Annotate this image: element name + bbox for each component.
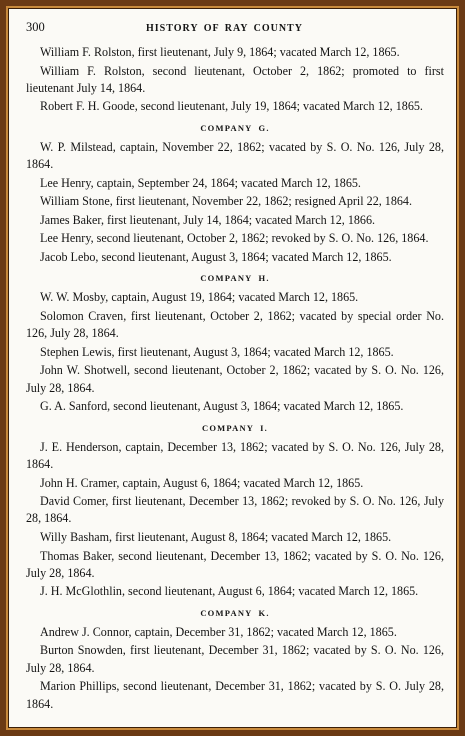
list-item: John W. Shotwell, second lieutenant, October 2, 1862; vacated by S. O. No. 126, July 28, 1864. <box>26 363 444 395</box>
section-heading: COMPANY I. <box>202 422 268 433</box>
list-item: Robert F. H. Goode, second lieutenant, July 19, 1864; vacated March 12, 1865. <box>40 99 423 114</box>
list-item: Lee Henry, second lieutenant, October 2, 1862; revoked by S. O. No. 126, 1864. <box>40 231 429 246</box>
list-item: Thomas Baker, second lieutenant, December 13, 1862; vacated by S. O. No. 126, July 28, 1864. <box>26 548 444 580</box>
running-head: HISTORY OF RAY COUNTY <box>146 23 303 34</box>
list-item: John H. Cramer, captain, August 6, 1864; vacated March 12, 1865. <box>40 475 364 490</box>
list-item: Andrew J. Connor, captain, December 31, 1862; vacated March 12, 1865. <box>40 624 397 639</box>
list-item: Solomon Craven, first lieutenant, October 2, 1862; vacated by special order No. 126, July 28, 1864. <box>26 308 444 341</box>
section-company-i <box>26 420 444 601</box>
list-item: J. H. McGlothlin, second lieutenant, August 6, 1864; vacated March 12, 1865. <box>40 584 419 599</box>
section-continued <box>26 44 444 116</box>
list-item: William Stone, first lieutenant, November 22, 1862; resigned April 22, 1864. <box>40 194 413 209</box>
section-heading: COMPANY G. <box>200 122 270 133</box>
page-header <box>26 19 444 41</box>
list-item: David Comer, first lieutenant, December 13, 1862; revoked by S. O. No. 126, July 28, 1864. <box>26 494 444 526</box>
list-item: W. P. Milstead, captain, November 22, 1862; vacated by S. O. No. 126, July 28, 1864. <box>26 139 444 172</box>
page-number: 300 <box>26 20 45 34</box>
list-item: G. A. Sanford, second lieutenant, August 3, 1864; vacated March 12, 1865. <box>40 399 404 414</box>
list-item: James Baker, first lieutenant, July 14, 1864; vacated March 12, 1866. <box>40 212 376 227</box>
list-item: Stephen Lewis, first lieutenant, August 3, 1864; vacated March 12, 1865. <box>40 344 394 359</box>
list-item: Marion Phillips, second lieutenant, December 31, 1862; vacated by S. O. July 28, 1864. <box>26 679 444 711</box>
list-item: Willy Basham, first lieutenant, August 8, 1864; vacated March 12, 1865. <box>40 529 392 544</box>
book-page <box>26 19 444 714</box>
list-item: Jacob Lebo, second lieutenant, August 3, 1864; vacated March 12, 1865. <box>40 250 392 265</box>
list-item: William F. Rolston, second lieutenant, October 2, 1862; promoted to first lieutenant July 14, 1864. <box>26 63 444 95</box>
list-item: J. E. Henderson, captain, December 13, 1862; vacated by S. O. No. 126, July 28, 1864. <box>26 439 444 471</box>
list-item: W. W. Mosby, captain, August 19, 1864; vacated March 12, 1865. <box>40 290 359 305</box>
section-company-k <box>26 605 444 713</box>
section-company-h <box>26 270 444 415</box>
section-company-g <box>26 120 444 267</box>
section-heading: COMPANY H. <box>200 273 270 284</box>
list-item: William F. Rolston, first lieutenant, July 9, 1864; vacated March 12, 1865. <box>40 45 400 59</box>
list-item: Lee Henry, captain, September 24, 1864; vacated March 12, 1865. <box>40 175 361 190</box>
list-item: Burton Snowden, first lieutenant, December 31, 1862; vacated by S. O. No. 126, July 28, 1864. <box>26 643 444 675</box>
section-heading: COMPANY K. <box>200 607 270 618</box>
